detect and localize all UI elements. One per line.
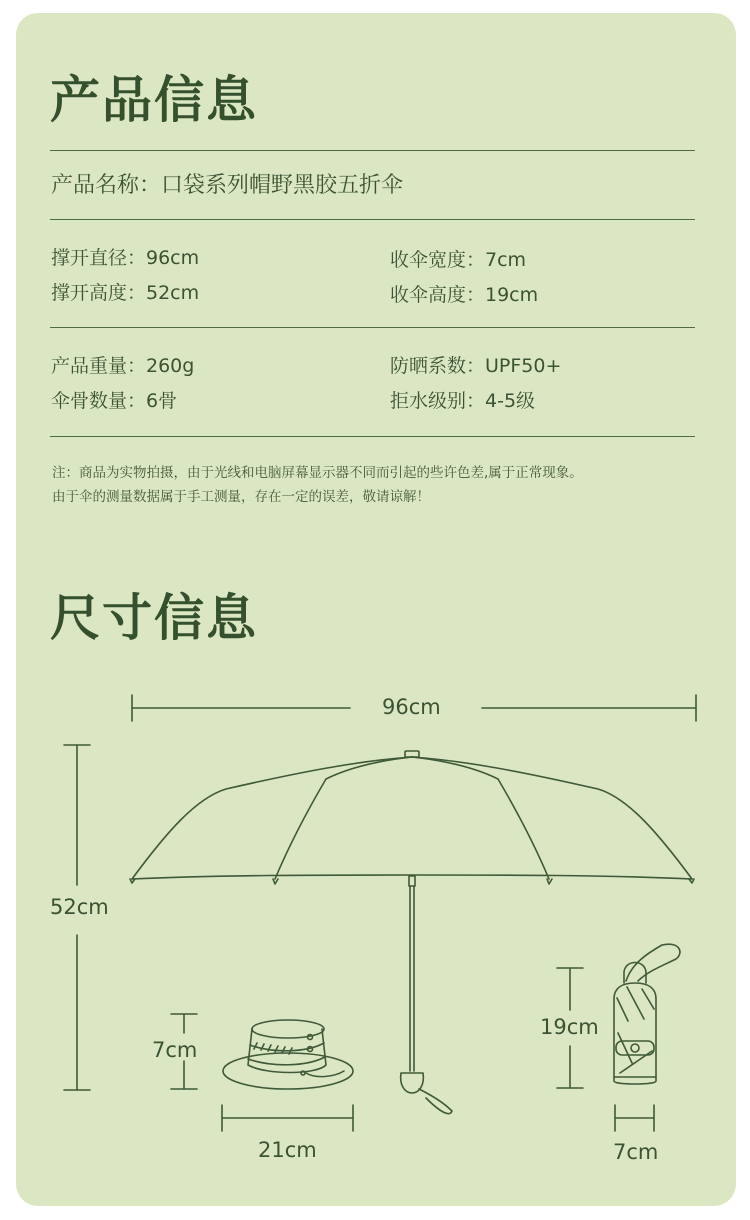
product-name: 产品名称：口袋系列帽野黑胶五折伞 (51, 173, 404, 198)
size-diagram (16, 13, 736, 1206)
spec-water: 拒水级别：4-5级 (390, 390, 536, 412)
folded-umbrella-icon (614, 944, 680, 1084)
note-line-1: 注：商品为实物拍摄，由于光线和电脑屏幕显示器不同而引起的些许色差,属于正常现象。 (52, 465, 583, 481)
umbrella-icon (130, 751, 694, 1114)
spec-uv: 防晒系数：UPF50+ (390, 355, 562, 377)
product-info-title: 产品信息 (50, 70, 258, 129)
spec-weight: 产品重量：260g (51, 355, 195, 377)
spec-open-height: 撑开高度：52cm (51, 282, 200, 304)
note-line-2: 由于伞的测量数据属于手工测量，存在一定的误差，敬请谅解！ (52, 489, 430, 505)
product-card (16, 13, 736, 1206)
folded-width-label: 7cm (613, 1140, 659, 1164)
hat-width-dimension-line (222, 1105, 353, 1131)
hat-width-label: 21cm (258, 1138, 317, 1162)
spec-closed-width: 收伞宽度：7cm (390, 249, 527, 271)
spec-open-diameter: 撑开直径：96cm (51, 247, 200, 269)
hat-height-label: 7cm (152, 1038, 198, 1062)
spec-ribs: 伞骨数量：6骨 (51, 390, 178, 412)
folded-width-dimension-line (615, 1105, 654, 1131)
folded-height-label: 19cm (540, 1015, 599, 1039)
spec-closed-height: 收伞高度：19cm (390, 284, 539, 306)
width-label: 96cm (382, 695, 441, 719)
bucket-hat-icon (223, 1020, 353, 1089)
height-label: 52cm (50, 895, 109, 919)
size-info-title: 尺寸信息 (50, 588, 258, 647)
